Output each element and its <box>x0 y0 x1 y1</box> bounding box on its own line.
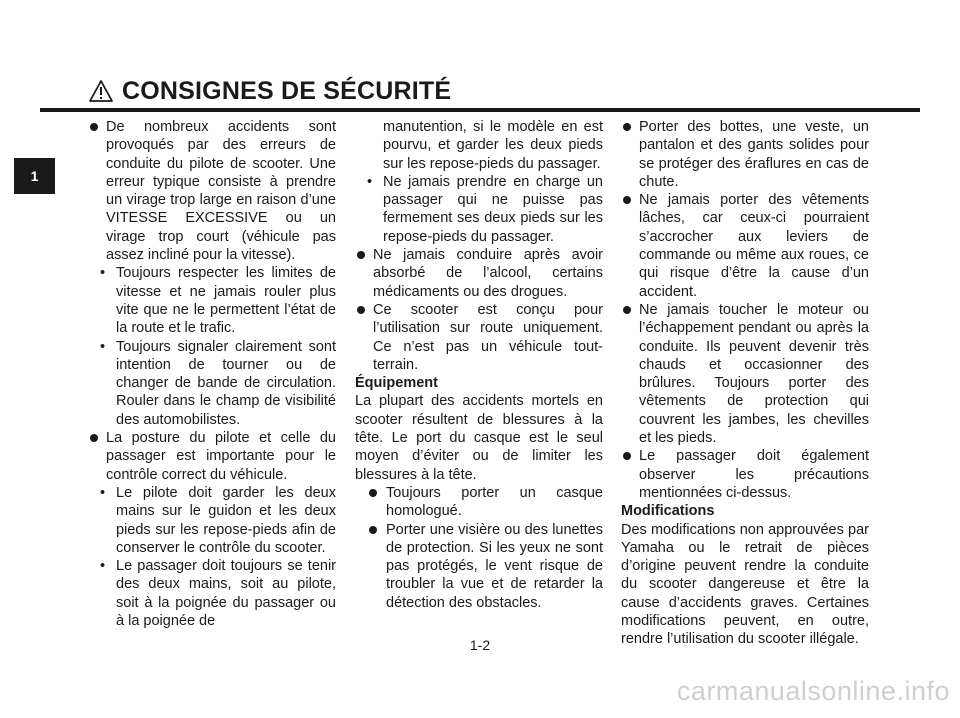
bullet-road-only: Ce scooter est conçu pour l’utilisation sur route uniquement. Ce n’est pas un véhicule tout-terrain. <box>355 301 603 374</box>
bullet-alcohol: Ne jamais conduire après avoir absorbé de l’alcool, certains médicaments ou des drogues. <box>355 246 603 301</box>
column-2 <box>355 118 603 612</box>
bullet-posture: La posture du pilote et celle du passager est importante pour le contrôle correct du véhicule. <box>88 429 336 484</box>
column-1 <box>88 118 336 630</box>
bullet-engine: Ne jamais toucher le moteur ou l’échappement pendant ou après la conduite. Ils peuvent devenir très chauds et occasionner des brûlures. Toujours porter des vêtements de protection qui couvrent les jambes, les chevilles et les pieds. <box>621 301 869 447</box>
chapter-tab: 1 <box>14 158 55 194</box>
bullet-loose-clothing: Ne jamais porter des vêtements lâches, car ceux-ci pourraient s’accrocher aux leviers de commande ou même aux roues, ce qui risque d’être la cause d’un accident. <box>621 191 869 301</box>
bullet-visor: Porter une visière ou des lunettes de protection. Si les yeux ne sont pas protégés, le vent risque de troubler la vue et de retarder la détection des obstacles. <box>367 521 603 612</box>
bullet-boots: Porter des bottes, une veste, un pantalon et des gants solides pour se protéger des éraflures en cas de chute. <box>621 118 869 191</box>
sub-bullet-signal: • Toujours signaler clairement sont intention de tourner ou de changer de bande de circulation. Rouler dans le champ de visibilité des automobilistes. <box>88 338 336 429</box>
bullet-passenger-precautions: Le passager doit également observer les précautions mentionnées ci-dessus. <box>621 447 869 502</box>
warning-triangle-icon <box>88 79 114 103</box>
heading-modifications: Modifications <box>621 503 715 520</box>
paragraph-modifications: Des modifications non approuvées par Yamaha ou le retrait de pièces d’origine peuvent rendre la conduite du scooter dangereuse et être la cause d’accidents graves. Certaines modifications peuvent, en outre, rendre l’utilisation du scooter illégale. <box>621 521 869 648</box>
header-rule <box>40 108 920 112</box>
page-title: CONSIGNES DE SÉCURITÉ <box>122 76 452 105</box>
bullet-helmet: Toujours porter un casque homologué. <box>367 484 603 521</box>
watermark: carmanualsonline.info <box>676 676 950 706</box>
sub-bullet-pilot: • Le pilote doit garder les deux mains sur le guidon et les deux pieds sur les repose-pieds afin de conserver le contrôle du scooter. <box>88 484 336 557</box>
sub-bullet-passenger: • Le passager doit toujours se tenir des deux mains, soit au pilote, soit à la poignée du passager ou à la poignée de <box>88 557 336 630</box>
page-number: 1-2 <box>469 637 491 653</box>
continued-text: manutention, si le modèle en est pourvu, et garder les deux pieds sur les repose-pieds du passager. <box>383 119 603 172</box>
sub-bullet-speed: • Toujours respecter les limites de vitesse et ne jamais rouler plus vite que ne le permettent l’état de la route et le trafic. <box>88 264 336 337</box>
paragraph-equipment: La plupart des accidents mortels en scooter résultent de blessures à la tête. Le port du casque est le seul moyen d’éviter ou de limiter les blessures à la tête. <box>355 393 603 483</box>
page-header <box>88 76 451 106</box>
column-3 <box>621 118 869 649</box>
heading-equipment: Équipement <box>355 375 438 392</box>
sub-bullet-carry-passenger: • Ne jamais prendre en charge un passager qui ne puisse pas fermement ses deux pieds sur les repose-pieds du passager. <box>355 173 603 246</box>
bullet-accidents: De nombreux accidents sont provoqués par des erreurs de conduite du pilote de scooter. Une erreur typique consiste à prendre un virage trop large en raison d’une VITESSE EXCESSIVE ou un virage trop court (véhicule pas assez incliné pour la vitesse). <box>88 118 336 264</box>
